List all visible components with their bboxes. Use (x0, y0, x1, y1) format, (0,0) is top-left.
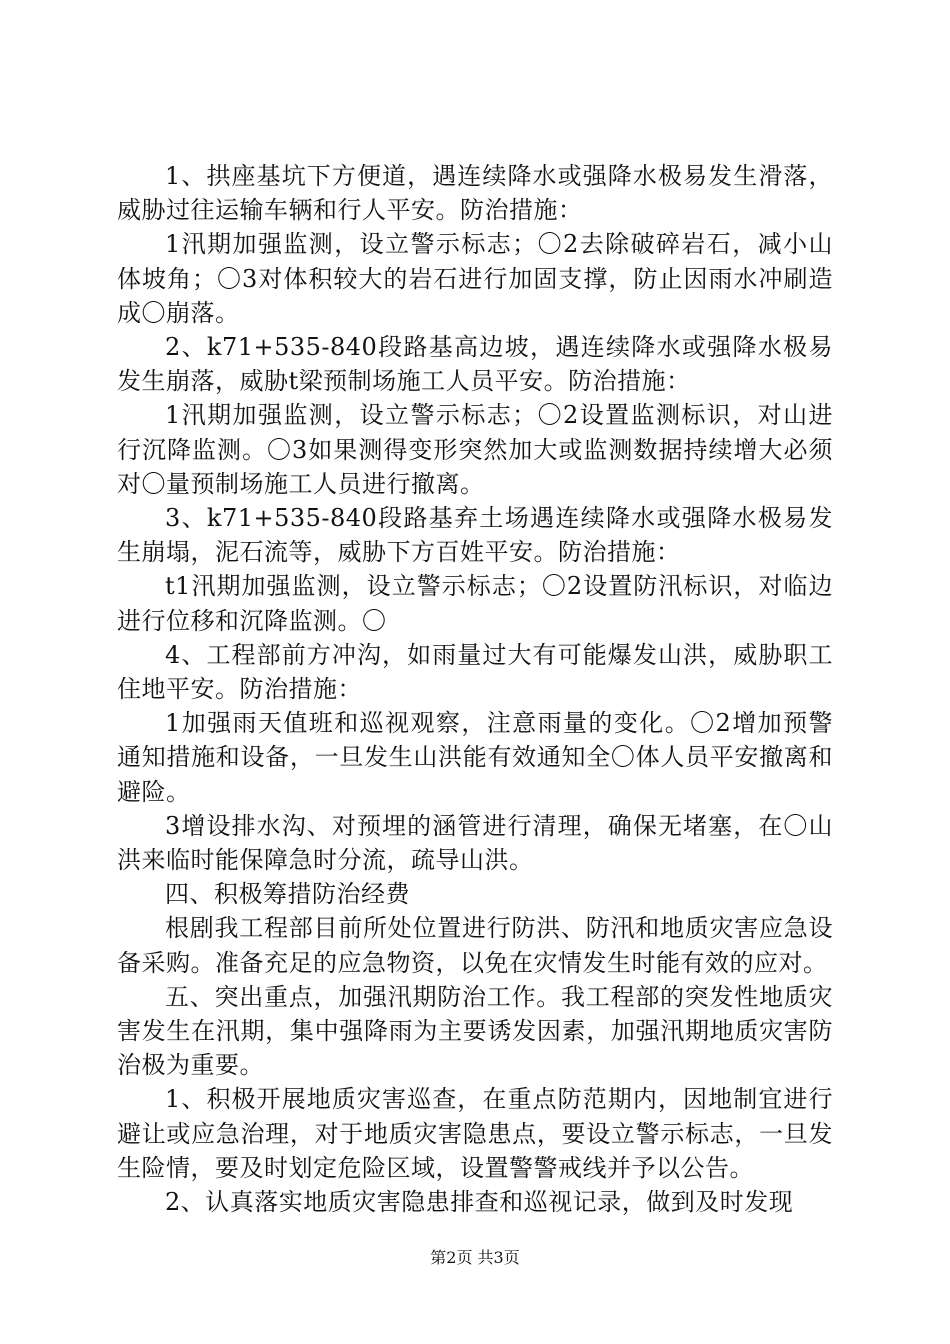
paragraph: 1、积极开展地质灾害巡查，在重点防范期内，因地制宜进行避让或应急治理，对于地质灾害隐患点，要设立警示标志，一旦发生险情，要及时划定危险区域，设置警警戒线并予以公告。 (117, 1085, 833, 1182)
paragraph: 2、认真落实地质灾害隐患排查和巡视记录，做到及时发现 (165, 1188, 794, 1217)
section-heading: 五、突出重点，加强汛期防治工作。我工程部的突发性地质灾害发生在汛期，集中强降雨为主要诱发因素，加强汛期地质灾害防治极为重要。 (117, 982, 833, 1080)
paragraph: 1汛期加强监测，设立警示标志；〇2去除破碎岩石，减小山体坡角；〇3对体积较大的岩石进行加固支撑，防止因雨水冲刷造成〇崩落。 (117, 230, 833, 327)
paragraph: 1加强雨天值班和巡视观察，注意雨量的变化。〇2增加预警通知措施和设备，一旦发生山洪能有效通知全〇体人员平安撤离和避险。 (117, 709, 833, 806)
paragraph: 根剧我工程部目前所处位置进行防洪、防汛和地质灾害应急设备采购。准备充足的应急物资，以免在灾情发生时能有效的应对。 (117, 914, 833, 977)
paragraph: 1、拱座基坑下方便道，遇连续降水或强降水极易发生滑落，威胁过往运输车辆和行人平安。防治措施： (117, 162, 833, 225)
section-heading: 四、积极筹措防治经费 (165, 880, 410, 909)
paragraph: 2、k71+535-840段路基高边坡，遇连续降水或强降水极易发生崩落，威胁t梁预制场施工人员平安。防治措施： (117, 333, 833, 396)
paragraph: 3、k71+535-840段路基弃土场遇连续降水或强降水极易发生崩塌，泥石流等，威胁下方百姓平安。防治措施： (117, 504, 833, 567)
paragraph: t1汛期加强监测，设立警示标志；〇2设置防汛标识，对临边进行位移和沉降监测。〇 (117, 572, 833, 635)
paragraph: 4、工程部前方冲沟，如雨量过大有可能爆发山洪，威胁职工住地平安。防治措施： (117, 640, 833, 704)
page-number-footer: 第2页 共3页 (430, 1248, 520, 1267)
document-body (117, 159, 833, 1219)
paragraph: 3增设排水沟、对预埋的涵管进行清理，确保无堵塞，在〇山洪来临时能保障急时分流，疏导山洪。 (117, 811, 833, 875)
paragraph: 1汛期加强监测，设立警示标志；〇2设置监测标识，对山进行沉降监测。〇3如果测得变形突然加大或监测数据持续增大必须对〇量预制场施工人员进行撤离。 (117, 401, 833, 498)
